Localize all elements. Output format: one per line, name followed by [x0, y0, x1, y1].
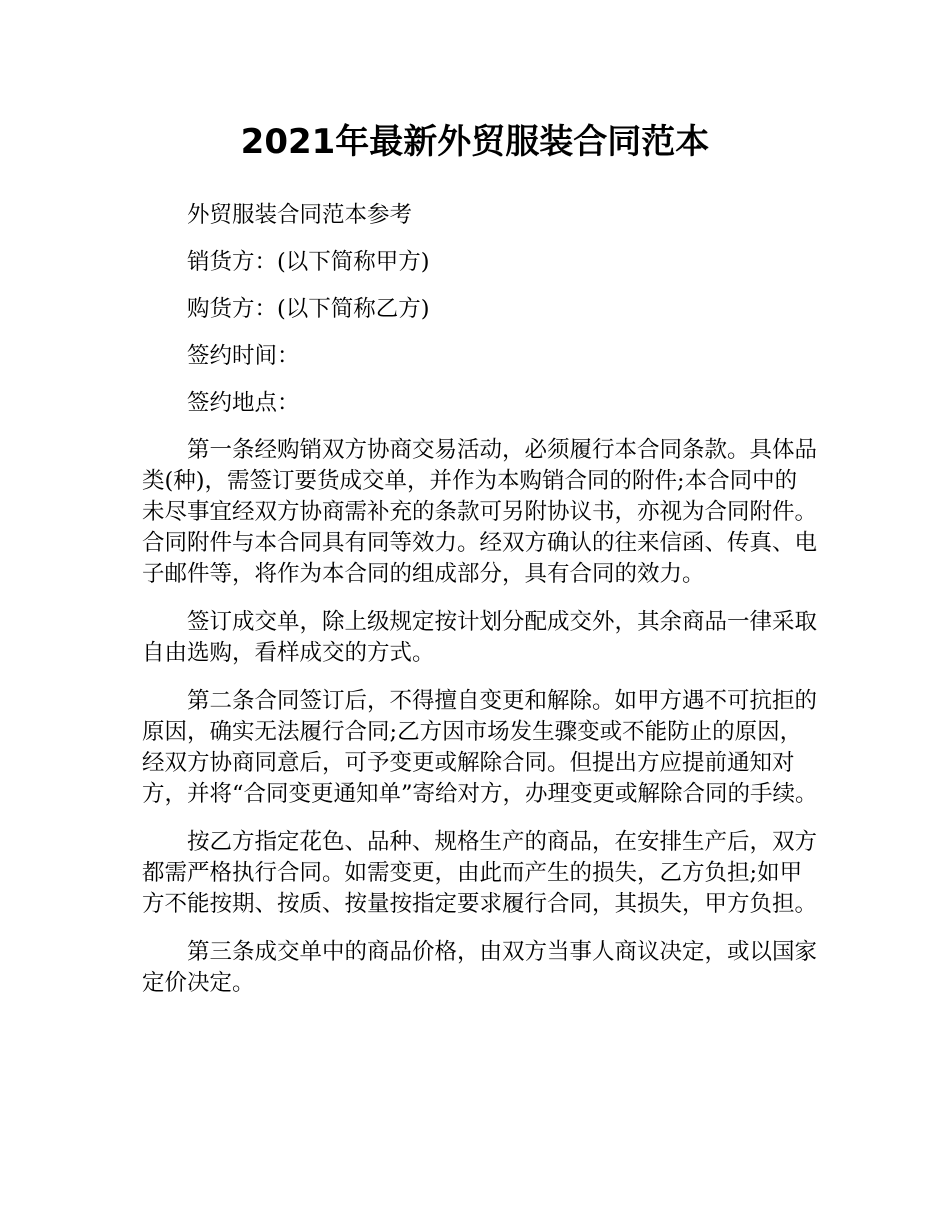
paragraph-buyer: 购货方：(以下简称乙方)	[187, 296, 430, 322]
paragraph-seller: 销货方：(以下简称甲方)	[187, 249, 430, 275]
paragraph-article-1: 第一条经购销双方协商交易活动，必须履行本合同条款。具体品类(种)，需签订要货成交单，并作为本购销合同的附件;本合同中的未尽事宜经双方协商需补充的条款可另附协议书，亦视为合同附件。合同附件与本合同具有同等效力。经双方确认的往来信函、传真、电子邮件等，将作为本合同的组成部分，具有合同的效力。	[142, 437, 818, 587]
paragraph-specified-goods: 按乙方指定花色、品种、规格生产的商品，在安排生产后，双方都需严格执行合同。如需变更，由此而产生的损失，乙方负担;如甲方不能按期、按质、按量按指定要求履行合同，其损失，甲方负担。	[142, 829, 818, 917]
document-body	[142, 200, 818, 1016]
document-title: 2021年最新外贸服装合同范本	[240, 122, 710, 162]
paragraph-signing-time: 签约时间：	[187, 343, 300, 369]
paragraph-article-2: 第二条合同签订后，不得擅自变更和解除。如甲方遇不可抗拒的原因，确实无法履行合同;乙方因市场发生骤变或不能防止的原因，经双方协商同意后，可予变更或解除合同。但提出方应提前通知对方，并将“合同变更通知单”寄给对方，办理变更或解除合同的手续。	[142, 688, 818, 807]
paragraph-signing-place: 签约地点：	[187, 390, 300, 416]
paragraph-intro: 外贸服装合同范本参考	[187, 202, 413, 228]
paragraph-order-sheet: 签订成交单，除上级规定按计划分配成交外，其余商品一律采取自由选购，看样成交的方式。	[142, 609, 818, 666]
paragraph-article-3: 第三条成交单中的商品价格，由双方当事人商议决定，或以国家定价决定。	[142, 939, 818, 996]
